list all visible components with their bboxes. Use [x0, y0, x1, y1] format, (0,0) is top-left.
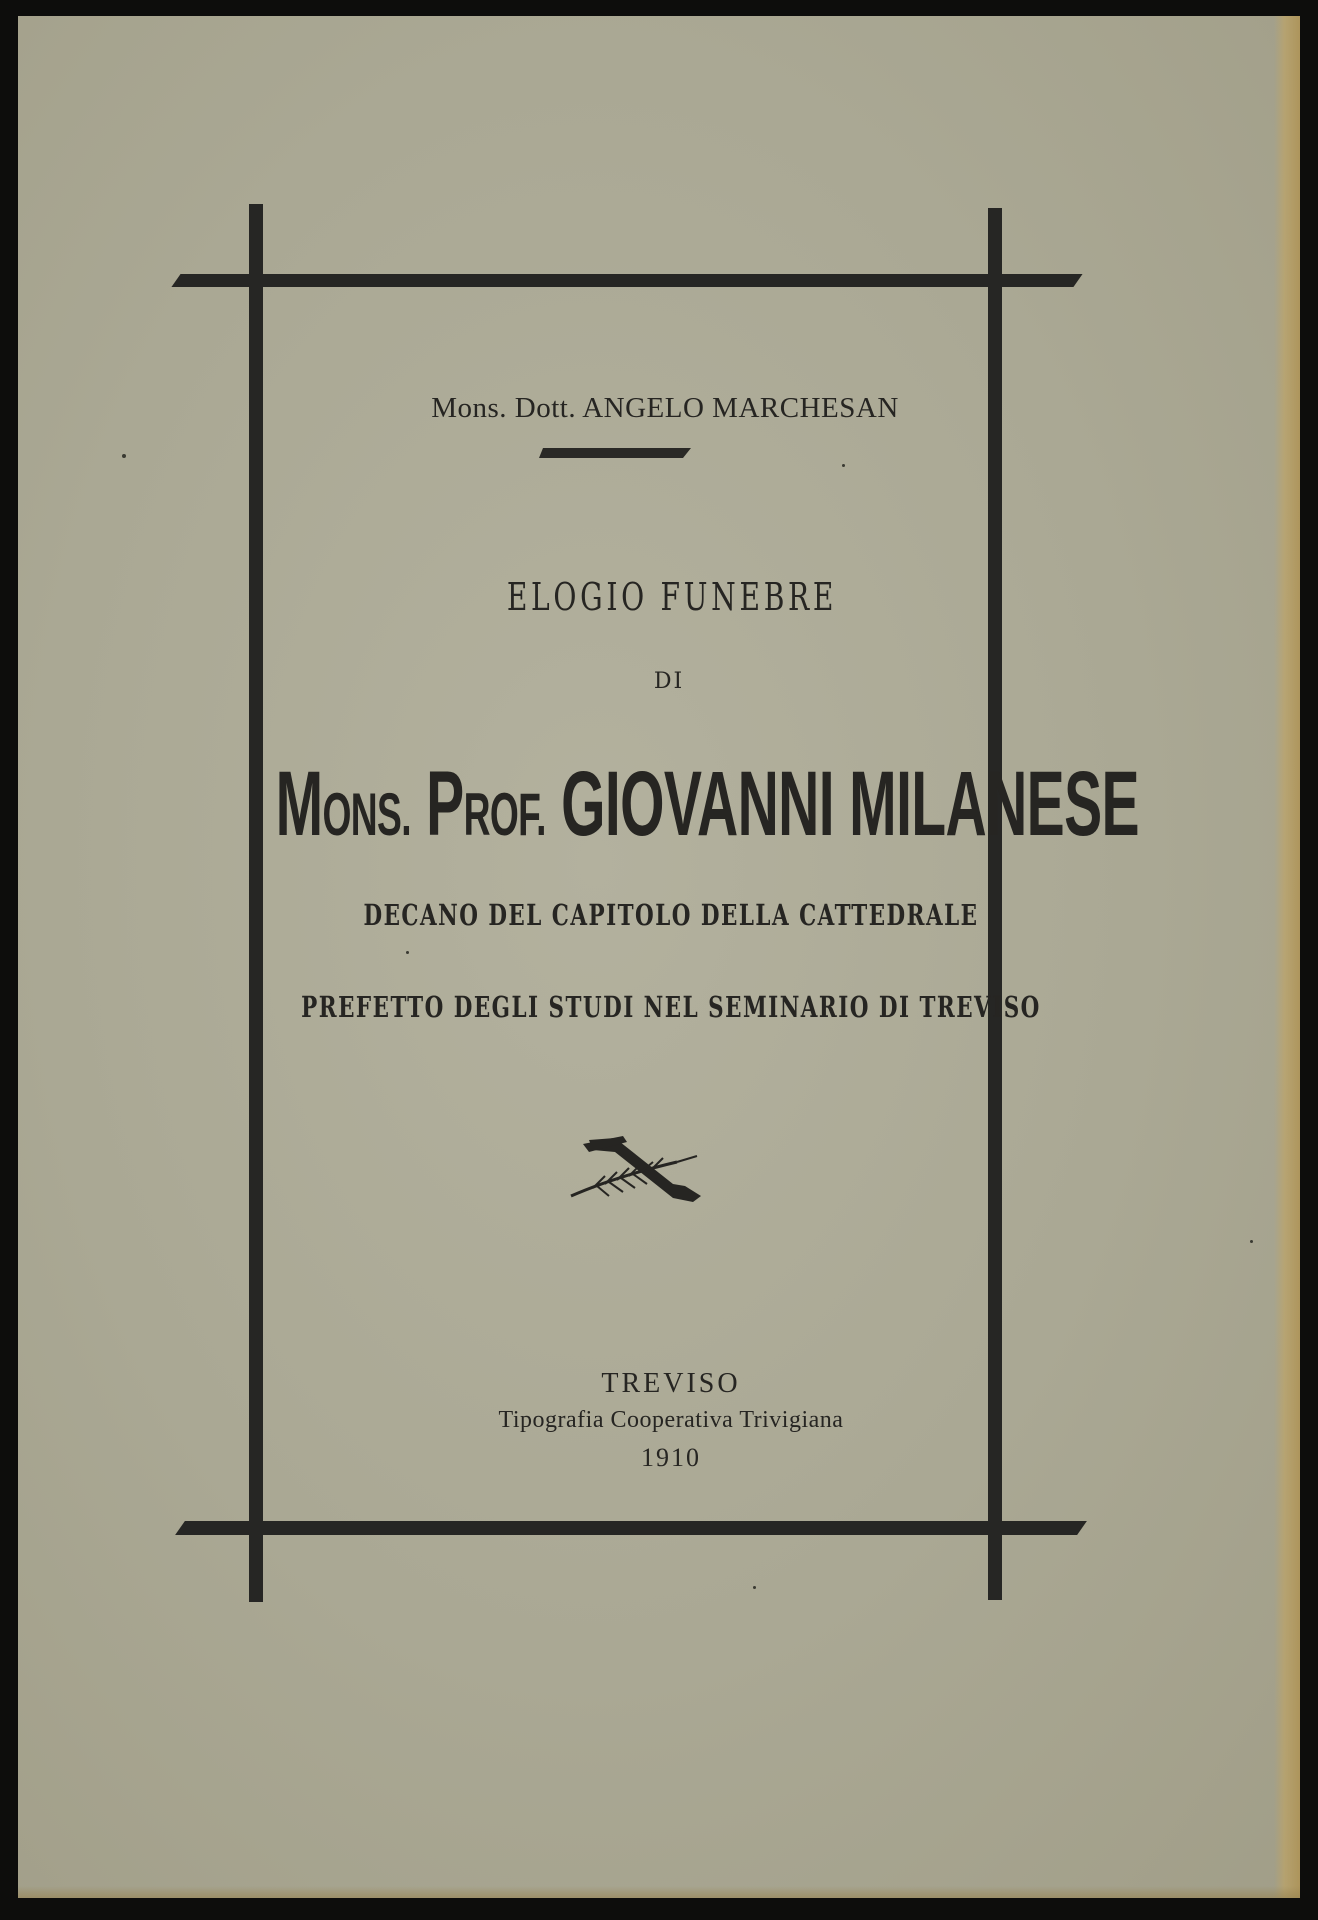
paper-speck — [1250, 1240, 1253, 1243]
connector-line: DI — [653, 669, 685, 694]
title-divider — [537, 447, 697, 461]
paper-speck — [406, 951, 409, 954]
heading-line: ELOGIO FUNEBRE — [506, 575, 838, 619]
paper-speck — [842, 464, 845, 467]
author-line: Mons. Dott. ANGELO MARCHESAN — [431, 392, 899, 424]
imprint-printer: Tipografia Cooperativa Trivigiana — [498, 1407, 844, 1433]
cover-edge-bottom — [18, 1886, 1300, 1898]
frame-top-rule — [171, 274, 1082, 287]
title-1-initial: M — [275, 753, 323, 855]
title-1-rest: ONS. — [322, 781, 411, 848]
subject-full-name: GIOVANNI MILANESE — [561, 753, 1139, 855]
cover-edge-right — [1274, 16, 1300, 1898]
frame-bottom-rule — [175, 1521, 1087, 1535]
paper-speck — [122, 454, 126, 458]
imprint-year: 1910 — [641, 1443, 701, 1472]
title-2-initial: P — [426, 753, 464, 855]
subtitle-prefect: PREFETTO DEGLI STUDI NEL SEMINARIO DI TREVISO — [301, 990, 1041, 1024]
imprint-city: TREVISO — [601, 1368, 741, 1399]
paper-speck — [753, 1586, 756, 1589]
subtitle-dean: DECANO DEL CAPITOLO DELLA CATTEDRALE — [363, 898, 979, 932]
subject-name — [275, 752, 1139, 857]
book-cover — [18, 16, 1300, 1898]
cross-and-palm-icon — [553, 1126, 713, 1226]
title-2-rest: ROF. — [463, 781, 546, 848]
